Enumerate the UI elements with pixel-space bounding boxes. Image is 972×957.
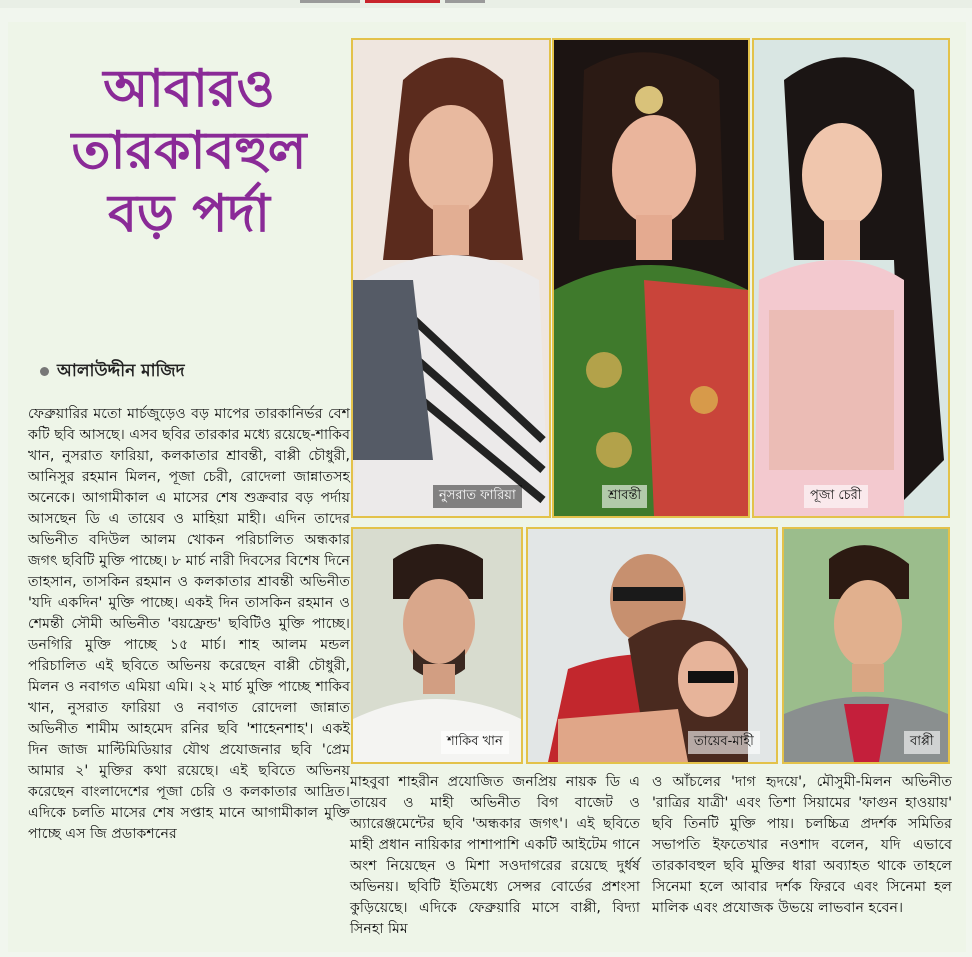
byline — [40, 358, 185, 386]
photo-puja — [752, 38, 950, 518]
portrait-illustration — [554, 40, 748, 516]
photo-caption: তায়েব-মাহী — [688, 731, 760, 754]
photo-bappy — [782, 527, 950, 764]
photo-shakib — [351, 527, 523, 764]
headline-line-3: বড় পর্দা — [108, 183, 270, 244]
portrait-illustration — [528, 529, 776, 762]
article-column-2: মাহবুবা শাহরীন প্রযোজিত জনপ্রিয় নায়ক ডি এ তায়েব ও মাহী অভিনীত বিগ বাজেট ও অ্যারেঞ্জমেন্টের ছবি 'অন্ধকার জগৎ'। এই ছবিতে মাহী প্রধান নায়িকার পাশাপাশি একটি আইটেম গানে অংশ নিয়েছেন ও মিশা সওদাগরের রয়েছে দুর্ধর্ষ অভিনয়। ছবিটি ইতিমধ্যে সেন্সর বোর্ডের প্রশংসা কুড়িয়েছে। এদিকে ফেব্রুয়ারি মাসে বাপ্পী, বিদ্যা সিনহা মিম — [350, 774, 640, 937]
top-strip-gray-2 — [445, 0, 485, 3]
photo-caption: শাকিব খান — [441, 731, 509, 754]
article-column-1: ফেব্রুয়ারির মতো মার্চজুড়েও বড় মাপের তারকানির্ভর বেশ কটি ছবি আসছে। এসব ছবির তারকার মধ্যে রয়েছে-শাকিব খান, নুসরাত ফারিয়া, কলকাতার শ্রাবন্তী, বাপ্পী চৌধুরী, আনিসুর রহমান মিলন, পূজা চেরী, রোদেলা জান্নাতসহ অনেকে। আগামীকাল এ মাসের শেষ শুক্রবার বড় পর্দায় আসছেন ডি এ তায়েব ও মাহিয়া মাহী। এদিন তাদের অভিনীত বদিউল আলম খোকন পরিচালিত অন্ধকার জগৎ ছবিটি মুক্তি পাচ্ছে। ৮ মার্চ নারী দিবসের বিশেষ দিনে তাহসান, তাসকিন রহমান ও কলকাতার শ্রাবন্তী অভিনীত 'যদি একদিন' মুক্তি পাচ্ছে। একই দিন তাসকিন রহমান ও শেমন্তী সৌমী অভিনীত 'বয়ফ্রেন্ড' ছবিটিও মুক্তি পাচ্ছে। ডনগিরি মুক্তি পাচ্ছে ১৫ মার্চ। শাহ আলম মন্ডল পরিচালিত এই ছবিতে অভিনয় করেছেন বাপ্পী চৌধুরী, মিলন ও নবাগত এমিয়া এমি। ২২ মার্চ মুক্তি পাচ্ছে শাকিব খান, নুসরাত ফারিয়া ও নবাগত রোদেলা জান্নাত অভিনীত শামীম আহমেদ রনির ছবি 'শাহেনশাহ'। একই দিন জাজ মাল্টিমিডিয়ার যৌথ প্রযোজনার ছবি 'প্রেম আমার ২' মুক্তির কথা রয়েছে। এই ছবিতে অভিনয় করেছেন বাংলাদেশের পূজা চেরি ও কলকাতার আদ্রিত। এদিকে চলতি মাসের শেষ সপ্তাহ মানে আগামীকাল মুক্তি পাচ্ছে এস জি প্রডাকশনের — [28, 406, 350, 842]
top-strip-red — [365, 0, 440, 3]
portrait-illustration — [754, 40, 948, 516]
photo-caption: নুসরাত ফারিয়া — [433, 485, 522, 508]
photo-caption: পূজা চেরী — [804, 485, 868, 508]
photo-caption: বাপ্পী — [904, 731, 940, 754]
photo-nusrat — [351, 38, 551, 518]
headline-line-1: আবারও — [103, 59, 275, 119]
bullet-icon — [40, 367, 49, 376]
photo-srabanti — [552, 38, 750, 518]
portrait-illustration — [353, 529, 521, 762]
headline-line-2: তারকাবহুল — [71, 121, 307, 182]
portrait-illustration — [784, 529, 948, 762]
top-strip-gray — [300, 0, 360, 3]
top-strip — [0, 0, 972, 8]
author-name: আলাউদ্দীন মাজিদ — [57, 361, 185, 381]
photo-caption: শ্রাবন্তী — [602, 485, 647, 508]
headline — [24, 58, 354, 245]
photo-tayeb-mahi — [526, 527, 778, 764]
portrait-illustration — [353, 40, 549, 516]
article-column-3: ও আঁচলের 'দাগ হৃদয়ে', মৌসুমী-মিলন অভিনীত 'রাত্রির যাত্রী' এবং তিশা সিয়ামের 'ফাগুন হাওয়ায়' ছবি তিনটি মুক্তি পায়। চলচ্চিত্র প্রদর্শক সমিতির সভাপতি ইফতেখার নওশাদ বলেন, যদি এভাবে তারকাবহুল ছবি মুক্তির ধারা অব্যাহত থাকে তাহলে সিনেমা হলে আবার দর্শক ফিরবে এবং সিনেমা হল মালিক এবং প্রযোজক উভয়ে লাভবান হবেন। — [652, 774, 952, 916]
